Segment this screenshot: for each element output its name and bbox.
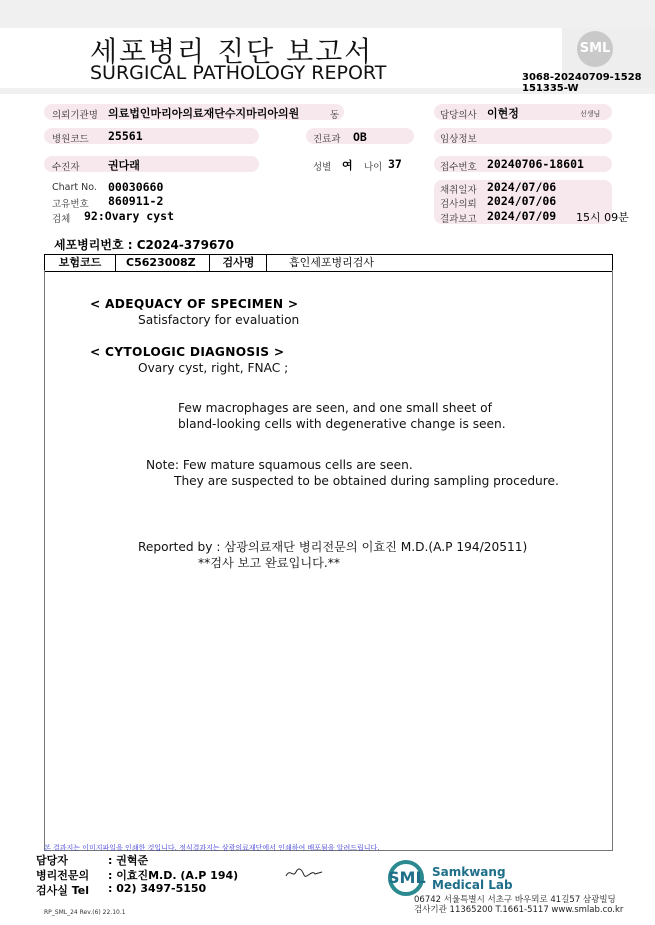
institution-value: 의료법인마리아의료재단수지마리아의원 (108, 107, 300, 120)
result-date-value: 2024/07/09 (487, 209, 557, 223)
report-complete: **검사 보고 완료입니다.** (198, 556, 340, 570)
report-title-english: SURGICAL PATHOLOGY REPORT (90, 62, 387, 84)
report-code: 3068-20240709-1528 151335-W (522, 72, 642, 94)
report-title-korean: 세포병리 진단 보고서 (90, 35, 374, 68)
sex-value: 여 (342, 159, 353, 172)
lab-address: 06742 서울특별시 서초구 바우뫼로 41길57 삼광빌딩 검사기관 11365200 T.1661-5117 www.smlab.co.kr (414, 895, 624, 915)
uid-label: 고유번호 (52, 199, 89, 210)
test-name-label: 검사명 (211, 255, 267, 271)
insurance-code-value: C5623008Z (116, 255, 210, 271)
reported-by: Reported by : 삼광의료재단 병리전문의 이효진 M.D.(A.P 194/20511) (138, 540, 528, 554)
hospital-code-label: 병원코드 (52, 134, 89, 145)
sex-label: 성별 (313, 162, 332, 173)
adequacy-heading: < ADEQUACY OF SPECIMEN > (90, 297, 299, 311)
request-date-value: 2024/07/06 (487, 194, 557, 208)
note-line-1: Note: Few mature squamous cells are seen. (146, 458, 413, 472)
collect-date-value: 2024/07/06 (487, 180, 557, 194)
institution-label: 의뢰기관명 (52, 110, 98, 121)
examinee-value: 권다래 (108, 159, 140, 172)
receipt-value: 20240706-18601 (487, 157, 584, 171)
form-code: RP_SML_24 Rev.(6) 22.10.1 (44, 909, 126, 916)
result-time-value: 15시 09분 (576, 211, 629, 224)
footer-notice: 본 결과지는 이미지파일을 인쇄한 것입니다. 정식결과지는 삼광의료재단에서 인쇄하여 배포됨을 알려드립니다. (44, 844, 380, 852)
manager-value: : 권혁준 (108, 854, 149, 867)
adequacy-text: Satisfactory for evaluation (138, 313, 300, 327)
specimen-value: 92:Ovary cyst (84, 209, 175, 223)
ward-label: 동 (330, 110, 340, 121)
header-top-band (0, 0, 655, 28)
insurance-code-label: 보험코드 (45, 255, 116, 271)
hospital-code-value: 25561 (108, 129, 143, 143)
diagnosis-heading: < CYTOLOGIC DIAGNOSIS > (90, 345, 285, 359)
finding-line-2: bland-looking cells with degenerative change is seen. (178, 417, 506, 431)
collect-date-label: 채취일자 (440, 185, 477, 196)
doctor-value: 이현정 (487, 107, 519, 120)
samkwang-brand-name: Samkwang Medical Lab (432, 865, 513, 892)
age-label: 나이 (364, 162, 383, 173)
specimen-label: 검체 (52, 214, 71, 225)
cytology-number: 세포병리번호 : C2024-379670 (54, 238, 234, 252)
uid-value: 860911-2 (108, 194, 164, 208)
sml-logo-icon: SML (577, 31, 613, 67)
doctor-label: 담당의사 (440, 110, 477, 121)
manager-label: 담당자 (36, 854, 68, 867)
test-name-value: 흡인세포병리검사 (289, 256, 375, 269)
signature-mark (284, 866, 324, 880)
dept-value: OB (353, 130, 367, 144)
request-date-label: 검사의뢰 (440, 199, 477, 210)
result-date-label: 결과보고 (440, 214, 477, 225)
note-line-2: They are suspected to be obtained during sampling procedure. (174, 474, 559, 488)
lab-tel-label: 검사실 Tel (36, 884, 89, 897)
chart-no-value: 00030660 (108, 180, 164, 194)
doctor-suffix: 선생님 (580, 110, 601, 118)
lab-tel-value: : 02) 3497-5150 (108, 882, 207, 895)
clinical-label: 임상정보 (440, 134, 477, 145)
chart-no-label: Chart No. (52, 182, 97, 193)
dept-label: 진료과 (313, 134, 341, 145)
receipt-label: 접수번호 (440, 162, 477, 173)
samkwang-logo-text: SML (388, 868, 426, 887)
examinee-label: 수진자 (52, 162, 80, 173)
pathologist-label: 병리전문의 (36, 869, 90, 882)
diagnosis-text: Ovary cyst, right, FNAC ; (138, 361, 289, 375)
pathologist-value: : 이효진M.D. (A.P 194) (108, 869, 239, 882)
finding-line-1: Few macrophages are seen, and one small sheet of (178, 401, 492, 415)
age-value: 37 (388, 157, 402, 171)
